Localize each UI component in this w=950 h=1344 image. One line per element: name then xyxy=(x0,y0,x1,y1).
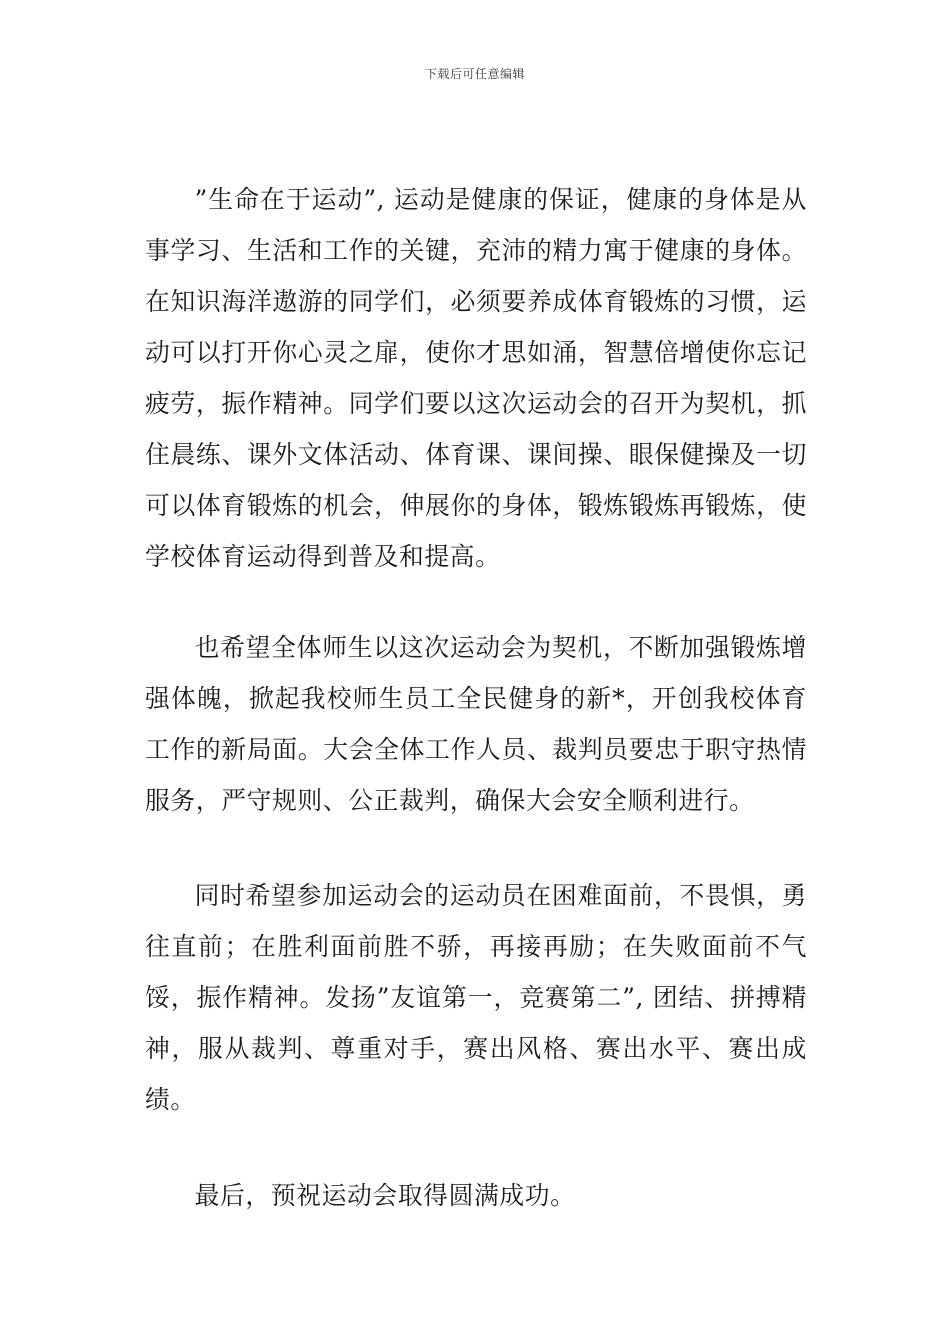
paragraph-1: ”生命在于运动”, 运动是健康的保证，健康的身体是从事学习、生活和工作的关键，充沛的精力寓于健康的身体。在知识海洋遨游的同学们，必须要养成体育锻炼的习惯，运动可以打开你心灵之扉，使你才思如涌，智慧倍增使你忘记疲劳，振作精神。同学们要以这次运动会的召开为契机，抓住晨练、课外文体活动、体育课、课间操、眼保健操及一切可以体育锻炼的机会，伸展你的身体，锻炼锻炼再锻炼，使学校体育运动得到普及和提高。 xyxy=(145,185,807,571)
page-header-note: 下载后可任意编辑 xyxy=(424,67,525,81)
paragraph-2: 也希望全体师生以这次运动会为契机，不断加强锻炼增强体魄，掀起我校师生员工全民健身的新*，开创我校体育工作的新局面。大会全体工作人员、裁判员要忠于职守热情服务，严守规则、公正裁判，确保大会安全顺利进行。 xyxy=(145,633,807,815)
paragraph-3: 同时希望参加运动会的运动员在困难面前，不畏惧，勇往直前；在胜利面前胜不骄，再接再励；在失败面前不气馁，振作精神。发扬”友谊第一，竞赛第二”, 团结、拼搏精神，服从裁判、尊重对手，赛出风格、赛出水平、赛出成绩。 xyxy=(145,881,807,1114)
paragraph-4: 最后，预祝运动会取得圆满成功。 xyxy=(194,1181,576,1210)
